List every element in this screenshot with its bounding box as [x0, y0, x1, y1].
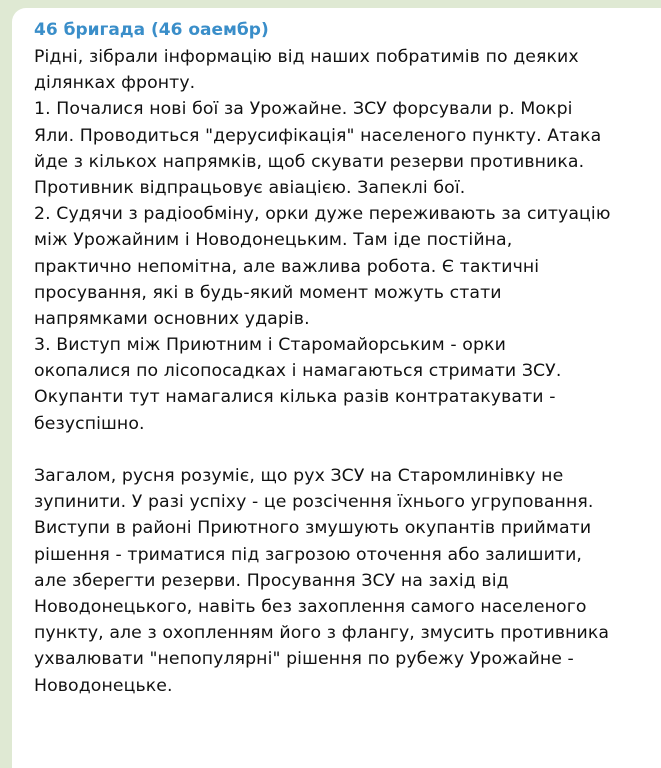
message-line: Загалом, русня розуміє, що рух ЗСУ на Старомлинівку не — [34, 466, 564, 486]
message-line: 2. Судячи з радіообміну, орки дуже переживають за ситуацію — [34, 204, 611, 225]
message-line: йде з кількох напрямків, щоб скувати резерви противника. — [34, 151, 585, 172]
message-bubble — [12, 8, 661, 768]
message-line: напрямками основних ударів. — [34, 308, 310, 329]
message-text — [34, 44, 641, 699]
message-line: Противник відпрацьовує авіацією. Запеклі бої. — [34, 177, 466, 198]
message-line: зупинити. У разі успіху - це розсічення їхнього угруповання. — [34, 492, 594, 513]
message-line: ухвалювати "непопулярні" рішення по рубежу Урожайне - — [34, 649, 574, 670]
message-line: окопалися по лісопосадках і намагаються стримати ЗСУ. — [34, 361, 562, 382]
message-line: Яли. Проводиться "дерусифікація" населеного пункту. Атака — [34, 125, 602, 146]
message-line: 3. Виступ між Приютним і Старомайорським - орки — [34, 335, 506, 356]
message-line: але зберегти резерви. Просування ЗСУ на захід від — [34, 570, 509, 591]
message-line: практично непомітна, але важлива робота. Є тактичні — [34, 256, 540, 277]
message-line: Новодонецьке. — [34, 675, 173, 696]
message-line: Виступи в районі Приютного змушують окупантів приймати — [34, 518, 592, 539]
message-line: Окупанти тут намагалися кілька разів контратакувати - — [34, 387, 556, 408]
message-line: ділянках фронту. — [34, 73, 196, 94]
message-line: безуспішно. — [34, 413, 145, 434]
paragraph-gap — [34, 437, 641, 463]
message-line: Рідні, зібрали інформацію від наших побратимів по деяких — [34, 47, 579, 67]
sender-name[interactable]: 46 бригада (46 оаембр) — [34, 20, 269, 40]
message-line: Новодонецького, навіть без захоплення самого населеного — [34, 596, 587, 617]
message-line: між Урожайним і Новодонецьким. Там іде постійна, — [34, 230, 513, 251]
message-line: просування, які в будь-який момент можуть стати — [34, 282, 502, 303]
message-line: 1. Почалися нові бої за Урожайне. ЗСУ форсували р. Мокрі — [34, 99, 573, 120]
message-line: пункту, але з охопленням його з флангу, змусить противника — [34, 623, 610, 644]
message-line: рішення - триматися під загрозою оточення або залишити, — [34, 544, 583, 565]
